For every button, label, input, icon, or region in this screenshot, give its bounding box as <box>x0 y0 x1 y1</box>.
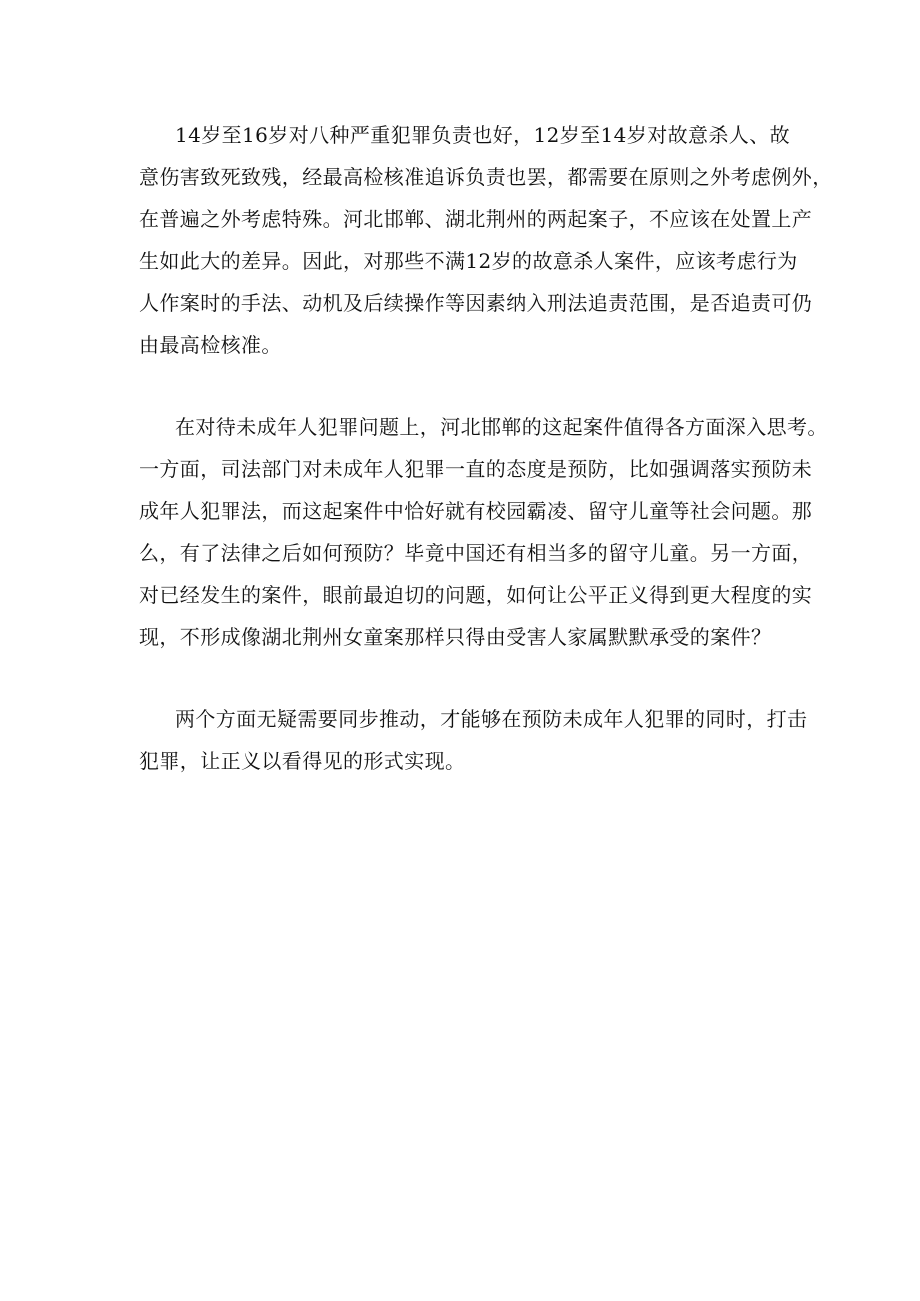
text-line: 现，不形成像湖北荆州女童案那样只得由受害人家属默默承受的案件？ <box>139 625 772 649</box>
text-line: 由最高检核准。 <box>139 333 282 357</box>
text-line: 人作案时的手法、动机及后续操作等因素纳入刑法追责范围，是否追责可仍 <box>139 291 813 315</box>
document-body <box>139 114 833 822</box>
text-line: 犯罪，让正义以看得见的形式实现。 <box>139 749 466 773</box>
paragraph-1 <box>139 114 833 366</box>
text-line: 意伤害致死致残，经最高检核准追诉负责也罢，都需要在原则之外考虑例外， <box>139 165 833 189</box>
text-line: 在普遍之外考虑特殊。河北邯郸、湖北荆州的两起案子，不应该在处置上产 <box>139 207 813 231</box>
text-line: 14岁至16岁对八种严重犯罪负责也好，12岁至14岁对故意杀人、故 <box>175 123 790 147</box>
text-line: 两个方面无疑需要同步推动，才能够在预防未成年人犯罪的同时，打击 <box>175 707 808 731</box>
paragraph-3 <box>139 698 808 782</box>
text-line: 生如此大的差异。因此，对那些不满12岁的故意杀人案件，应该考虑行为 <box>139 249 798 273</box>
paragraph-2 <box>139 406 828 658</box>
text-line: 成年人犯罪法，而这起案件中恰好就有校园霸凌、留守儿童等社会问题。那 <box>139 499 813 523</box>
text-line: 么，有了法律之后如何预防？毕竟中国还有相当多的留守儿童。另一方面， <box>139 541 813 565</box>
text-line: 对已经发生的案件，眼前最迫切的问题，如何让公平正义得到更大程度的实 <box>139 583 813 607</box>
text-line: 在对待未成年人犯罪问题上，河北邯郸的这起案件值得各方面深入思考。 <box>175 415 828 439</box>
text-line: 一方面，司法部门对未成年人犯罪一直的态度是预防，比如强调落实预防未 <box>139 457 813 481</box>
